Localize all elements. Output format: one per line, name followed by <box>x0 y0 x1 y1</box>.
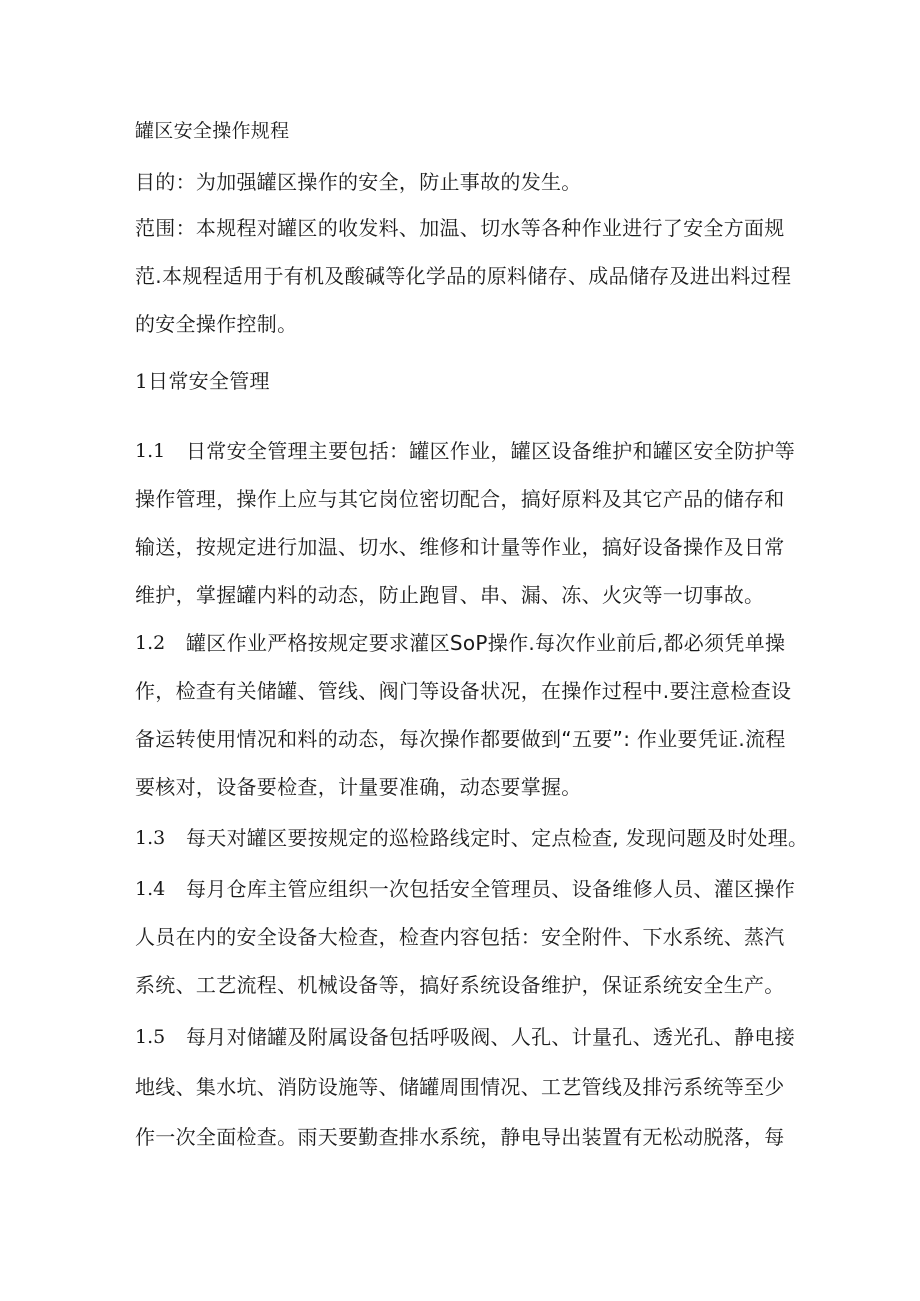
item-line: 每天对罐区要按规定的巡检路线定时、定点检查, 发现问题及时处理。 <box>186 826 809 850</box>
item-number: 1.2 <box>135 632 166 654</box>
item-line: 操作管理，操作上应与其它岗位密切配合，搞好原料及其它产品的储存和 <box>135 487 785 511</box>
item-line: 作，检查有关储罐、管线、阀门等设备状况，在操作过程中.要注意检查设 <box>135 679 792 703</box>
item-number: 1.1 <box>135 440 166 462</box>
item-line: 地线、集水坑、消防设施等、储罐周围情况、工艺管线及排污系统等至少 <box>135 1075 785 1099</box>
scope-line: 范.本规程适用于有机及酸碱等化学品的原料储存、成品储存及进出料过程 <box>135 264 792 288</box>
scope-line: 范围：本规程对罐区的收发料、加温、切水等各种作业进行了安全方面规 <box>135 216 785 240</box>
purpose-line: 目的：为加强罐区操作的安全，防止事故的发生。 <box>135 170 582 194</box>
item-number: 1.4 <box>135 878 166 900</box>
item-line: 系统、工艺流程、机械设备等，搞好系统设备维护，保证系统安全生产。 <box>135 973 785 997</box>
item-line: 人员在内的安全设备大检查，检查内容包括：安全附件、下水系统、蒸汽 <box>135 925 785 949</box>
document-title: 罐区安全操作规程 <box>135 120 290 142</box>
section-heading <box>135 367 270 395</box>
section-number: 1 <box>135 369 149 393</box>
item-number: 1.3 <box>135 827 166 849</box>
item-line: 维护，掌握罐内料的动态，防止跑冒、串、漏、冻、火灾等一切事故。 <box>135 583 765 607</box>
scope-line: 的安全操作控制。 <box>135 312 298 336</box>
item-line: 每月仓库主管应组织一次包括安全管理员、设备维修人员、灌区操作 <box>186 877 795 901</box>
item-line: 要核对，设备要检查，计量要准确，动态要掌握。 <box>135 775 582 799</box>
item-line: 日常安全管理主要包括：罐区作业，罐区设备维护和罐区安全防护等 <box>186 439 795 463</box>
item-line: 作一次全面检查。雨天要勤查排水系统，静电导出装置有无松动脱落，每 <box>135 1125 785 1149</box>
item-line: 每月对储罐及附属设备包括呼吸阀、人孔、计量孔、透光孔、静电接 <box>186 1025 795 1049</box>
item-line: 输送，按规定进行加温、切水、维修和计量等作业，搞好设备操作及日常 <box>135 535 785 559</box>
item-number: 1.5 <box>135 1026 166 1048</box>
section-title: 日常安全管理 <box>148 369 270 393</box>
item-line: 备运转使用情况和料的动态，每次操作都要做到“五要”: 作业要凭证.流程 <box>135 727 786 751</box>
item-line: 罐区作业严格按规定要求灌区SoP操作.每次作业前后,都必须凭单操 <box>186 631 786 655</box>
